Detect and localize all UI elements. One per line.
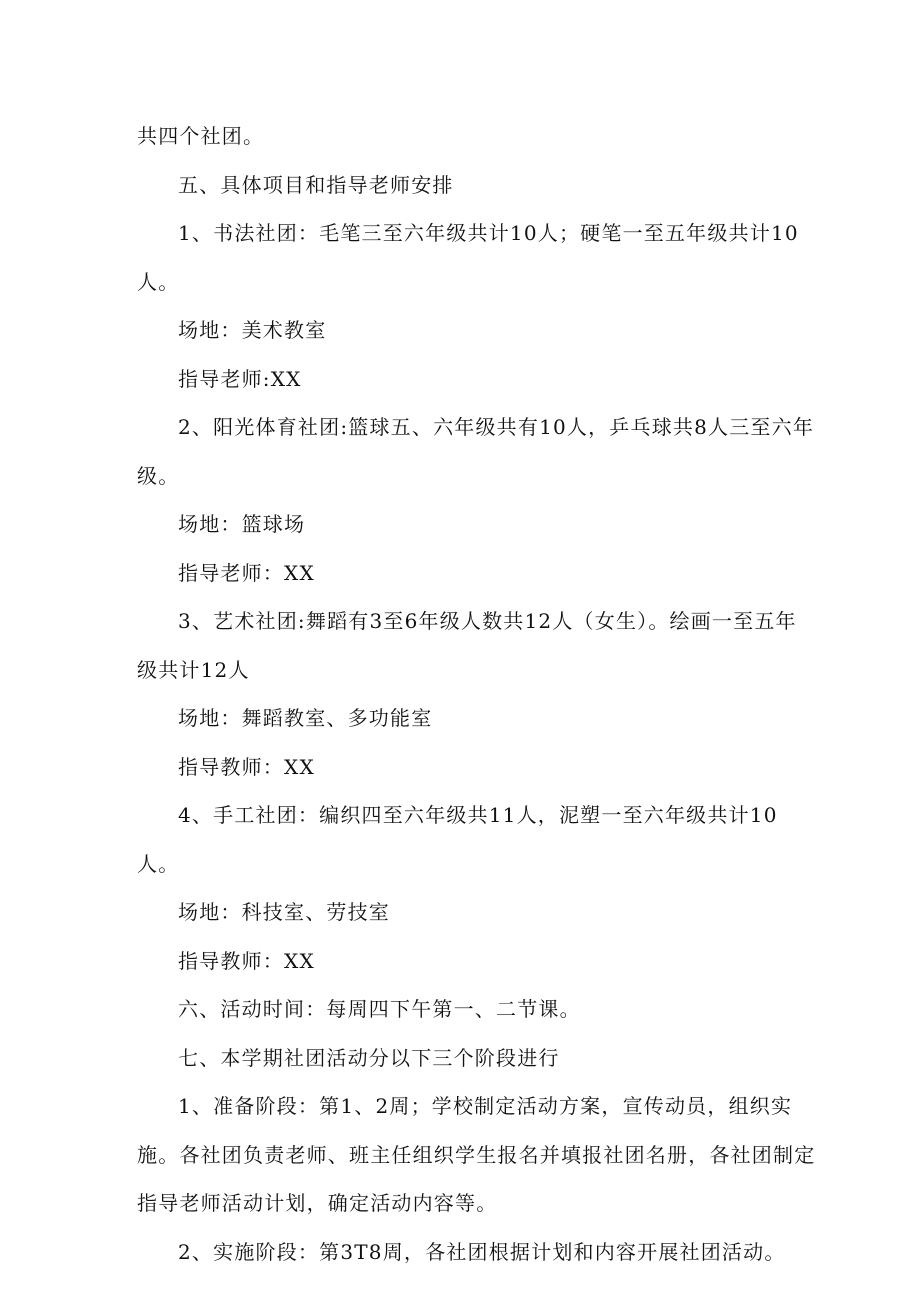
paragraph-handcraft-teacher: 指导教师：XX bbox=[178, 948, 315, 973]
document-body bbox=[137, 112, 817, 1276]
paragraph-art-club: 3、艺术社团:舞蹈有3至6年级人数共12人（女生）。绘画一至五年级共计12人 bbox=[137, 609, 797, 682]
heading-activity-time: 六、活动时间：每周四下午第一、二节课。 bbox=[178, 997, 581, 1021]
paragraph-sports-venue: 场地：篮球场 bbox=[178, 512, 306, 536]
paragraph-preparation-stage: 1、准备阶段：第1、2周；学校制定活动方案，宣传动员，组织实施。各社团负责老师、班主任组织学生报名并填报社团名册，各社团制定指导老师活动计划，确定活动内容等。 bbox=[137, 1094, 816, 1215]
paragraph-implementation-stage: 2、实施阶段：第3T8周，各社团根据计划和内容开展社团活动。 bbox=[178, 1239, 786, 1264]
paragraph-calligraphy-teacher: 指导老师:XX bbox=[178, 366, 302, 391]
heading-projects-and-teachers: 五、具体项目和指导老师安排 bbox=[178, 172, 454, 197]
paragraph-club-count: 共四个社团。 bbox=[137, 124, 265, 148]
heading-semester-stages: 七、本学期社团活动分以下三个阶段进行 bbox=[178, 1045, 560, 1070]
paragraph-sports-teacher: 指导老师：XX bbox=[178, 560, 315, 585]
paragraph-sports-club: 2、阳光体育社团:篮球五、六年级共有10人，乒乓球共8人三至六年级。 bbox=[137, 415, 815, 488]
paragraph-calligraphy-venue: 场地：美术教室 bbox=[178, 318, 327, 342]
paragraph-calligraphy-club: 1、书法社团：毛笔三至六年级共计10人；硬笔一至五年级共计10人。 bbox=[137, 221, 799, 294]
paragraph-handcraft-club: 4、手工社团：编织四至六年级共11人，泥塑一至六年级共计10人。 bbox=[137, 803, 778, 876]
paragraph-art-venue: 场地：舞蹈教室、多功能室 bbox=[178, 706, 433, 730]
paragraph-handcraft-venue: 场地：科技室、劳技室 bbox=[178, 900, 390, 924]
paragraph-art-teacher: 指导教师：XX bbox=[178, 754, 315, 779]
